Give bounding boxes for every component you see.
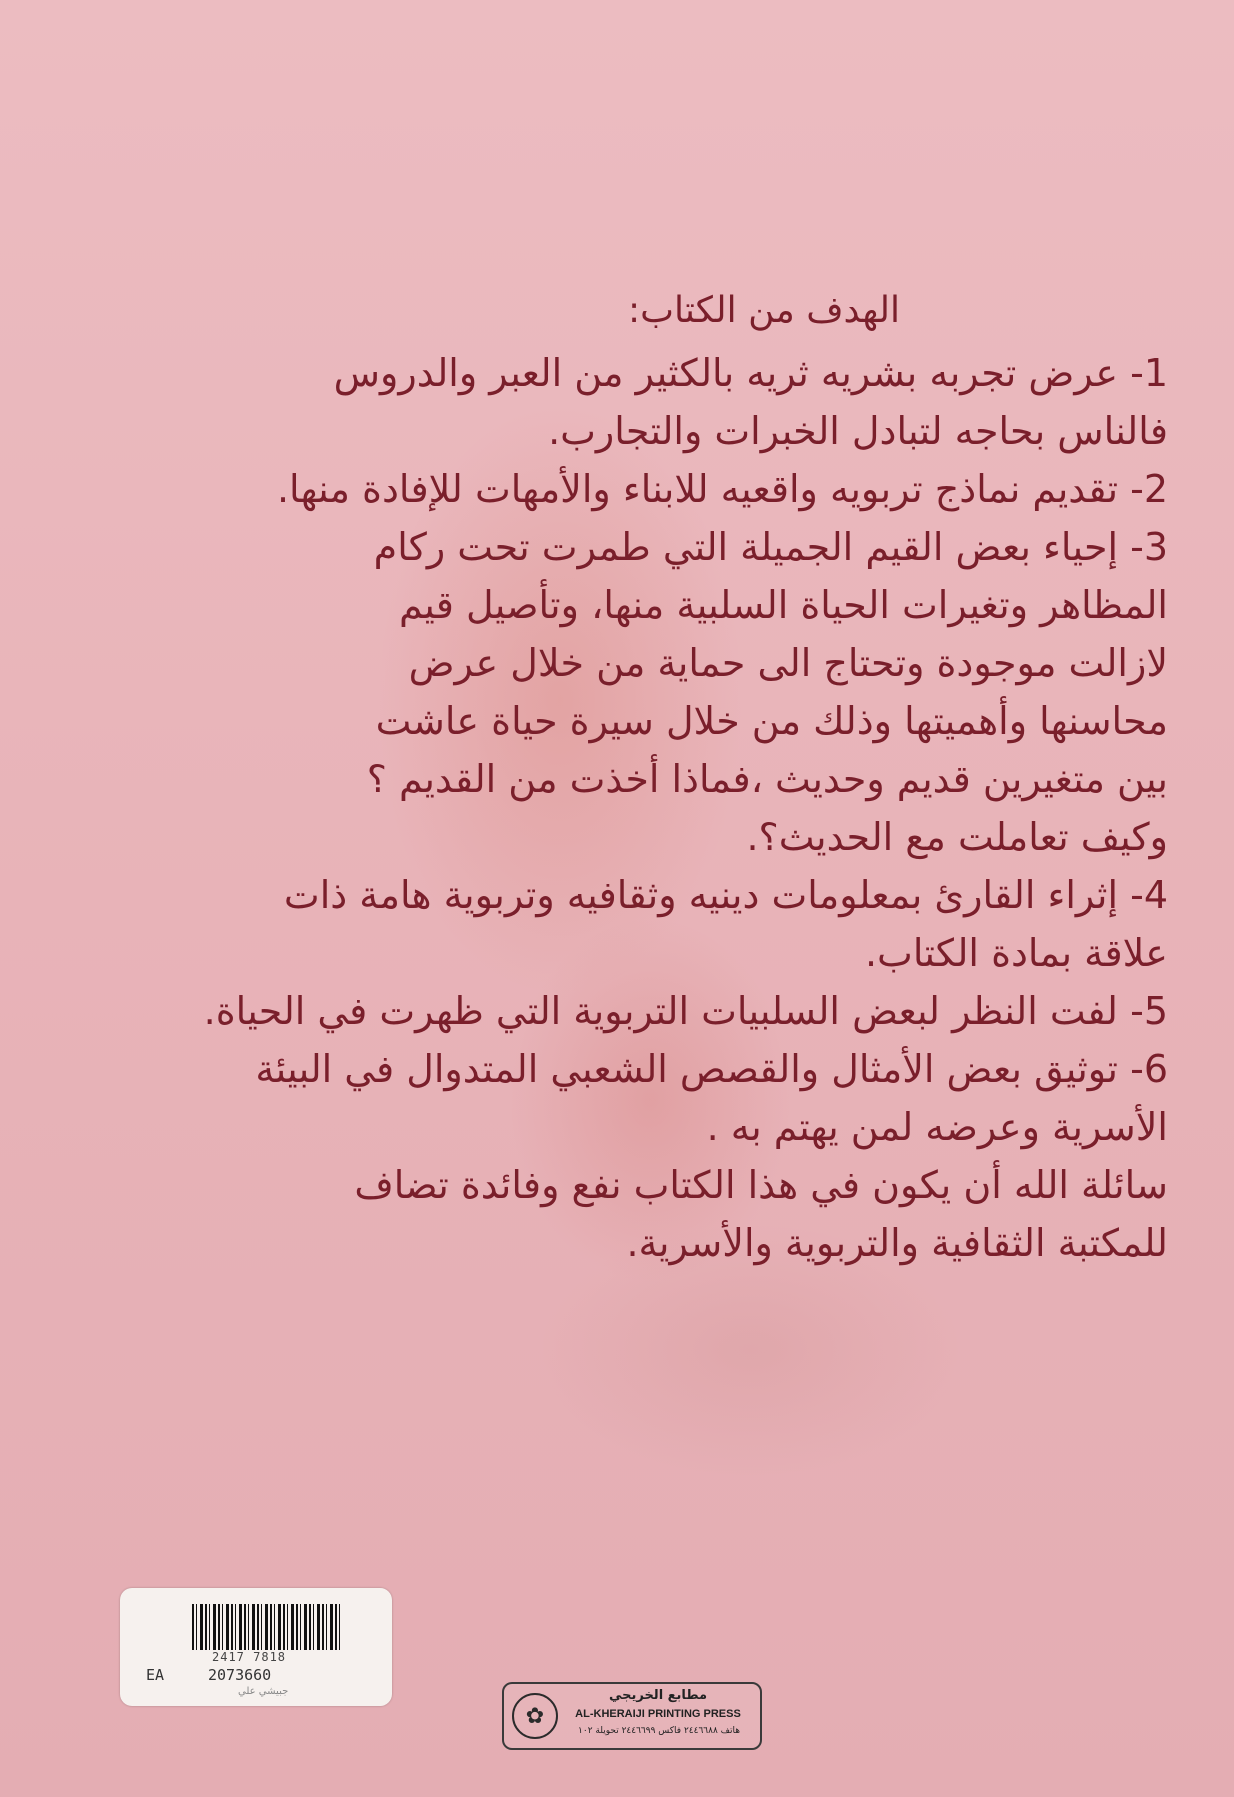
sticker-code: EA xyxy=(146,1666,165,1684)
section-heading: الهدف من الكتاب: xyxy=(627,290,900,331)
text-line: 6- توثيق بعض الأمثال والقصص الشعبي المتدوال في البيئة xyxy=(255,1047,1168,1091)
text-line: وكيف تعاملت مع الحديث؟. xyxy=(746,815,1168,859)
text-line: 2- تقديم نماذج تربويه واقعيه للابناء والأمهات للإفادة منها. xyxy=(276,467,1168,511)
text-line: علاقة بمادة الكتاب. xyxy=(864,931,1168,975)
sticker-subtext: جبيشي علي xyxy=(238,1686,289,1697)
barcode-sticker xyxy=(120,1588,392,1706)
text-line: 5- لفت النظر لبعض السلبيات التربوية التي ظهرت في الحياة. xyxy=(203,989,1168,1033)
text-line: فالناس بحاجه لتبادل الخبرات والتجارب. xyxy=(548,409,1168,453)
press-emblem-icon: ✿ xyxy=(512,1693,558,1739)
printing-press-logo xyxy=(502,1682,762,1750)
press-contact: هاتف ٢٤٤٦٦٨٨ فاكس ٢٤٤٦٦٩٩ تحويلة ١٠٢ xyxy=(578,1726,740,1736)
text-line: 3- إحياء بعض القيم الجميلة التي طمرت تحت ركام xyxy=(373,525,1168,569)
text-line: سائلة الله أن يكون في هذا الكتاب نفع وفائدة تضاف xyxy=(354,1163,1168,1207)
barcode-icon xyxy=(192,1604,342,1650)
text-line: محاسنها وأهميتها وذلك من خلال سيرة حياة عاشت xyxy=(375,699,1168,743)
text-line: المظاهر وتغيرات الحياة السلبية منها، وتأصيل قيم xyxy=(398,583,1168,627)
text-line: 4- إثراء القارئ بمعلومات دينيه وثقافيه وتربوية هامة ذات xyxy=(283,873,1168,917)
text-line: الأسرية وعرضه لمن يهتم به . xyxy=(706,1105,1168,1149)
press-name-english: AL-KHERAIJI PRINTING PRESS xyxy=(575,1708,741,1720)
press-name-arabic: مطابع الخريجي xyxy=(608,1688,708,1703)
text-line: 1- عرض تجربه بشريه ثريه بالكثير من العبر والدروس xyxy=(333,351,1168,395)
barcode-number: 2417 7818 xyxy=(212,1650,287,1664)
text-line: لازالت موجودة وتحتاج الى حماية من خلال عرض xyxy=(408,641,1168,685)
cover-text xyxy=(160,282,1168,1272)
text-line: بين متغيرين قديم وحديث ،فماذا أخذت من القديم ؟ xyxy=(366,757,1168,801)
sticker-number: 2073660 xyxy=(208,1666,272,1684)
text-line: للمكتبة الثقافية والتربوية والأسرية. xyxy=(626,1221,1168,1265)
